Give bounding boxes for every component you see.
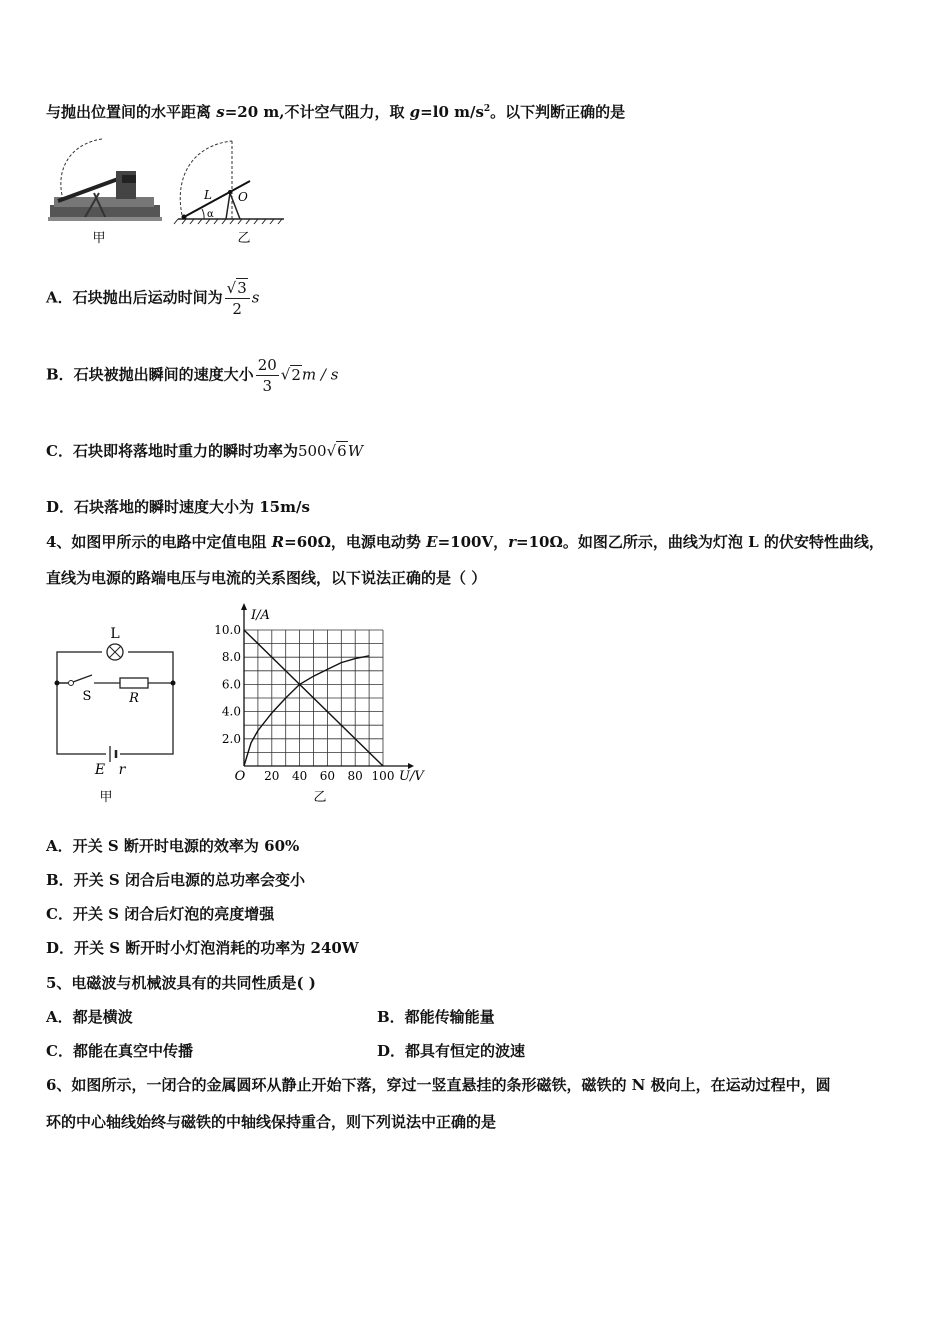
x-tick-label: 60 (319, 769, 336, 783)
q3-option-d: D．石块落地的瞬时速度大小为 15m/s (46, 498, 310, 516)
catapult-photo (48, 139, 162, 221)
q6-stem-line1: 6、如图所示，一闭合的金属圆环从静止开始下落，穿过一竖直悬挂的条形磁铁，磁铁的 N 极向上，在运动过程中，圆 (46, 1076, 831, 1094)
y-tick-label: 4.0 (221, 704, 241, 719)
q4-stem-line1: 4、如图甲所示的电路中定值电阻 R=60Ω，电源电动势 E=100V，r=10Ω。如图乙所示，曲线为灯泡 L 的伏安特性曲线， (46, 533, 884, 551)
y-axis-arrow (241, 603, 247, 610)
circuit-caption: 甲 (99, 790, 113, 805)
y-tick-label: 6.0 (221, 677, 241, 692)
chart-xlabel: U/V (399, 769, 424, 784)
q3-intro: 与抛出位置间的水平距离 s=20 m,不计空气阻力，取 g=l0 $m/s^2$。以下判断正确的是 (46, 103, 626, 121)
circuit-label-S: S (82, 689, 92, 704)
x-tick-label: 80 (347, 769, 363, 783)
q5-option-d: D．都具有恒定的波速 (377, 1042, 526, 1060)
q4-option-d: D．开关 S 断开时小灯泡消耗的功率为 240W (46, 939, 359, 957)
chart-caption: 乙 (313, 790, 327, 805)
q4-option-a: A．开关 S 断开时电源的效率为 60% (46, 837, 300, 855)
catapult-figure (44, 135, 294, 247)
x-tick-label: 40 (291, 769, 308, 783)
x-tick-label: 20 (264, 769, 280, 783)
circuit-label-E: E (94, 762, 106, 778)
q5-option-b: B．都能传输能量 (377, 1008, 495, 1026)
y-tick-label: 10.0 (214, 623, 241, 637)
chart-ylabel: I/A (251, 608, 270, 623)
chart-origin: O (234, 769, 246, 784)
q4-option-b: B．开关 S 闭合后电源的总功率会变小 (46, 871, 305, 889)
fig-label-O: O (238, 190, 248, 204)
iv-chart (196, 600, 446, 812)
catapult-diagram (174, 141, 284, 224)
q5-option-a: A．都是横波 (46, 1008, 133, 1026)
fig-label-jia: 甲 (92, 231, 106, 246)
y-tick-label: 8.0 (221, 650, 241, 665)
circuit-label-L: L (110, 626, 120, 642)
resistor-icon (120, 678, 148, 688)
q4-option-c: C．开关 S 闭合后灯泡的亮度增强 (46, 905, 275, 923)
fig-label-L: L (204, 188, 212, 202)
fig-label-alpha: α (207, 209, 214, 220)
circuit-label-r: r (118, 762, 126, 778)
q3-option-a: A．石块抛出后运动时间为 $\frac{√3}{2}$ s (46, 279, 260, 318)
q5-stem: 5、电磁波与机械波具有的共同性质是( ) (46, 974, 316, 992)
q4-stem-line2: 直线为电源的路端电压与电流的关系图线，以下说法正确的是（ ） (46, 569, 487, 587)
q3-option-c: C．石块即将落地时重力的瞬时功率为500√6W (46, 442, 364, 460)
q6-stem-line2: 环的中心轴线始终与磁铁的中轴线保持重合，则下列说法中正确的是 (46, 1113, 497, 1131)
q5-option-c: C．都能在真空中传播 (46, 1042, 193, 1060)
y-tick-label: 2.0 (221, 731, 241, 746)
circuit-diagram (44, 620, 194, 810)
q3-option-b: B．石块被抛出瞬间的速度大小 $\frac{20}{3}$ √2m / s (46, 356, 339, 395)
switch-icon (69, 681, 74, 686)
lamp-iv-curve (244, 656, 369, 766)
circuit-label-R: R (129, 691, 139, 706)
x-tick-label: 100 (371, 769, 395, 783)
fig-label-yi: 乙 (237, 231, 251, 246)
